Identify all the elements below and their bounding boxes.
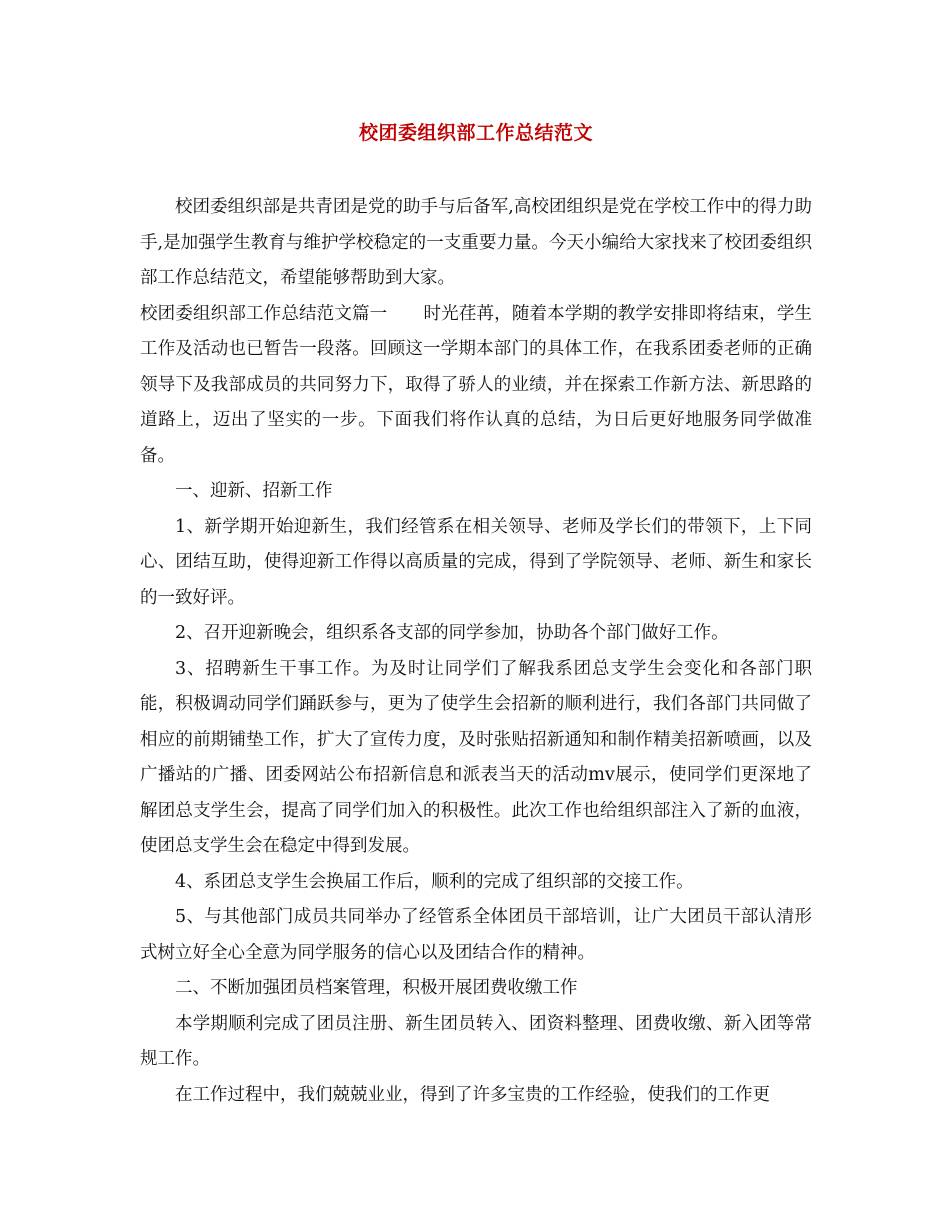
item-4-paragraph: 4、系团总支学生会换届工作后，顺利的完成了组织部的交接工作。 <box>175 871 694 892</box>
item-2-paragraph: 2、召开迎新晚会，组织系各支部的同学参加，协助各个部门做好工作。 <box>175 623 729 643</box>
section-opening-paragraph <box>140 297 812 475</box>
heading-2: 二、不断加强团员档案管理，积极开展团费收缴工作 <box>175 978 578 998</box>
item-3-paragraph: 3、招聘新生干事工作。为及时让同学们了解我系团总支学生会变化和各部门职能，积极调动同学们踊跃参与，更为了使学生会招新的顺利进行，我们各部门共同做了相应的前期铺垫工作，扩大了宣传力度，及时张贴招新通知和制作精美招新喷画，以及广播站的广播、团委网站公布招新信息和派表当天的活动mv展示，使同学们更深地了解团总支学生会，提高了同学们加入的积极性。此次工作也给组织部注入了新的血液，使团总支学生会在稳定中得到发展。 <box>140 658 812 856</box>
item-1-paragraph: 1、新学期开始迎新生，我们经管系在相关领导、老师及学长们的带领下，上下同心、团结互助，使得迎新工作得以高质量的完成，得到了学院领导、老师、新生和家长的一致好评。 <box>140 516 812 608</box>
heading-1: 一、迎新、招新工作 <box>175 481 333 501</box>
intro-paragraph: 校团委组织部是共青团是党的助手与后备军,高校团组织是党在学校工作中的得力助手,是加强学生教育与维护学校稳定的一支重要力量。今天小编给大家找来了校团委组织部工作总结范文，希望能够帮助到大家。 <box>140 197 812 288</box>
opening-text: 时光荏苒，随着本学期的教学安排即将结束，学生工作及活动也已暂告一段落。回顾这一学期本部门的具体工作，在我系团委老师的正确领导下及我部成员的共同努力下，取得了骄人的业绩，并在探索工作新方法、新思路的道路上，迈出了坚实的一步。下面我们将作认真的总结，为日后更好地服务同学做准备。 <box>140 303 813 466</box>
section-label: 校团委组织部工作总结范文篇一 <box>140 303 388 324</box>
document-page <box>140 118 812 1113</box>
paragraph-2: 本学期顺利完成了团员注册、新生团员转入、团资料整理、团费收缴、新入团等常规工作。 <box>140 1013 812 1069</box>
paragraph-3: 在工作过程中，我们兢兢业业，得到了许多宝贵的工作经验，使我们的工作更 <box>175 1084 770 1105</box>
item-5-paragraph: 5、与其他部门成员共同举办了经管系全体团员干部培训，让广大团员干部认清形式树立好全心全意为同学服务的信心以及团结合作的精神。 <box>140 907 812 963</box>
page-title: 校团委组织部工作总结范文 <box>358 122 593 144</box>
